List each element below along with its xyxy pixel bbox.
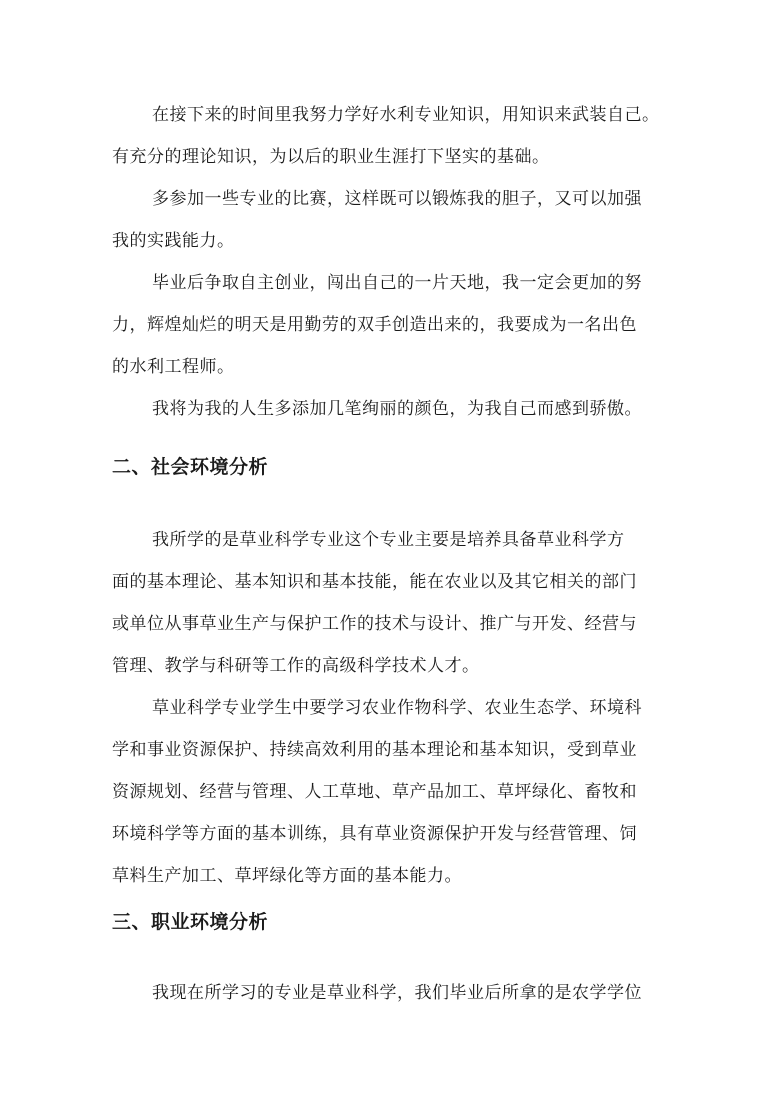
paragraph-line: 我现在所学习的专业是草业科学，我们毕业后所拿的是农学学位 — [152, 983, 642, 1003]
paragraph-line: 毕业后争取自主创业，闯出自己的一片天地，我一定会更加的努 — [152, 273, 642, 293]
paragraph-line: 多参加一些专业的比赛，这样既可以锻炼我的胆子，又可以加强 — [152, 189, 642, 209]
paragraph-line: 有充分的理论知识，为以后的职业生涯打下坚实的基础。 — [112, 147, 550, 167]
paragraph-line: 在接下来的时间里我努力学好水利专业知识，用知识来武装自己。 — [152, 105, 660, 125]
paragraph-line: 草业科学专业学生中要学习农业作物科学、农业生态学、环境科 — [152, 698, 642, 718]
paragraph-line: 管理、教学与科研等工作的高级科学技术人才。 — [112, 656, 480, 676]
paragraph-line: 的水利工程师。 — [112, 357, 235, 377]
section-heading: 二、社会环境分析 — [112, 456, 269, 478]
paragraph-line: 草料生产加工、草坪绿化等方面的基本能力。 — [112, 866, 462, 886]
paragraph-line: 力，辉煌灿烂的明天是用勤劳的双手创造出来的，我要成为一名出色 — [112, 315, 637, 335]
paragraph-line: 环境科学等方面的基本训练，具有草业资源保护开发与经营管理、饲 — [112, 824, 637, 844]
paragraph-line: 我的实践能力。 — [112, 231, 235, 251]
paragraph-line: 学和事业资源保护、持续高效利用的基本理论和基本知识，受到草业 — [112, 740, 637, 760]
paragraph-line: 资源规划、经营与管理、人工草地、草产品加工、草坪绿化、畜牧和 — [112, 782, 637, 802]
paragraph-line: 或单位从事草业生产与保护工作的技术与设计、推广与开发、经营与 — [112, 614, 637, 634]
section-heading: 三、职业环境分析 — [112, 911, 269, 933]
paragraph-line: 我所学的是草业科学专业这个专业主要是培养具备草业科学方 — [152, 530, 625, 550]
paragraph-line: 我将为我的人生多添加几笔绚丽的颜色，为我自己而感到骄傲。 — [152, 399, 642, 419]
paragraph-line: 面的基本理论、基本知识和基本技能，能在农业以及其它相关的部门 — [112, 572, 637, 592]
